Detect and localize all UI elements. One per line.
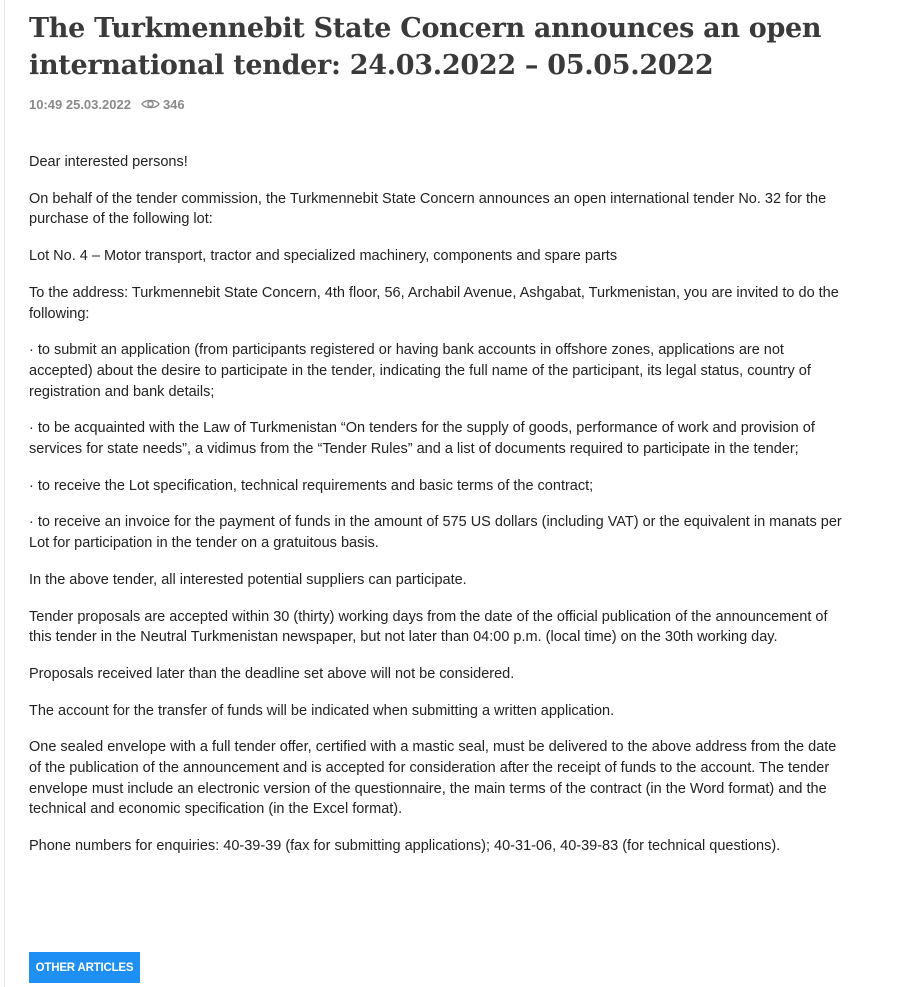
article-paragraph: · to submit an application (from participants registered or having bank accounts in offshore zones, applications are not accepted) about the desire to participate in the tender, indicating the full name of the participant, its legal status, country of registration and bank details; — [29, 342, 811, 400]
view-count — [141, 97, 185, 112]
other-articles-button[interactable]: OTHER ARTICLES — [29, 952, 140, 983]
article-paragraph: · to receive an invoice for the payment of funds in the amount of 575 US dollars (including VAT) or the equivalent in manats per Lot for participation in the tender on a gratuitous basis. — [29, 514, 842, 552]
article-paragraph: One sealed envelope with a full tender offer, certified with a mastic seal, must be delivered to the above address from the date of the publication of the announcement and is accepted for consideration after the receipt of funds to the account. The tender envelope must include an electronic version of the questionnaire, the main terms of the contract (in the Word format) and the technical and economic specification (in the Excel format). — [29, 739, 837, 818]
article-paragraph: Phone numbers for enquiries: 40-39-39 (fax for submitting applications); 40-31-06, 40-39-83 (for technical questions). — [29, 838, 781, 855]
article-meta — [29, 96, 844, 112]
eye-icon — [141, 98, 160, 110]
article-paragraph: On behalf of the tender commission, the Turkmennebit State Concern announces an open international tender No. 32 for the purchase of the following lot: — [29, 190, 827, 228]
article-body — [29, 152, 844, 857]
view-count-value: 346 — [162, 96, 185, 112]
left-border — [4, 0, 5, 987]
article-paragraph: Dear interested persons! — [29, 154, 188, 170]
article-paragraph: To the address: Turkmennebit State Concern, 4th floor, 56, Archabil Avenue, Ashgabat, Turkmenistan, you are invited to do the following: — [29, 284, 839, 322]
article-paragraph: Lot No. 4 – Motor transport, tractor and specialized machinery, components and spare parts — [29, 248, 618, 265]
article-paragraph: Tender proposals are accepted within 30 (thirty) working days from the date of the official publication of the announcement of this tender in the Neutral Turkmenistan newspaper, but not later than 04:00 p.m. (local time) on the 30th working day. — [29, 608, 828, 646]
article-paragraph: In the above tender, all interested potential suppliers can participate. — [29, 571, 467, 588]
article-timestamp: 10:49 25.03.2022 — [29, 96, 131, 112]
article-paragraph: Proposals received later than the deadline set above will not be considered. — [29, 665, 515, 682]
article-title: The Turkmennebit State Concern announces an open international tender: 24.03.2022 – 05.05.2022 — [29, 13, 822, 81]
article-paragraph: · to receive the Lot specification, technical requirements and basic terms of the contract; — [29, 477, 594, 494]
article — [29, 10, 844, 873]
article-paragraph: · to be acquainted with the Law of Turkmenistan “On tenders for the supply of goods, performance of work and provision of services for state needs”, a vidimus from the “Tender Rules” and a list of documents required to participate in the tender; — [29, 420, 815, 458]
article-paragraph: The account for the transfer of funds will be indicated when submitting a written application. — [29, 702, 615, 719]
